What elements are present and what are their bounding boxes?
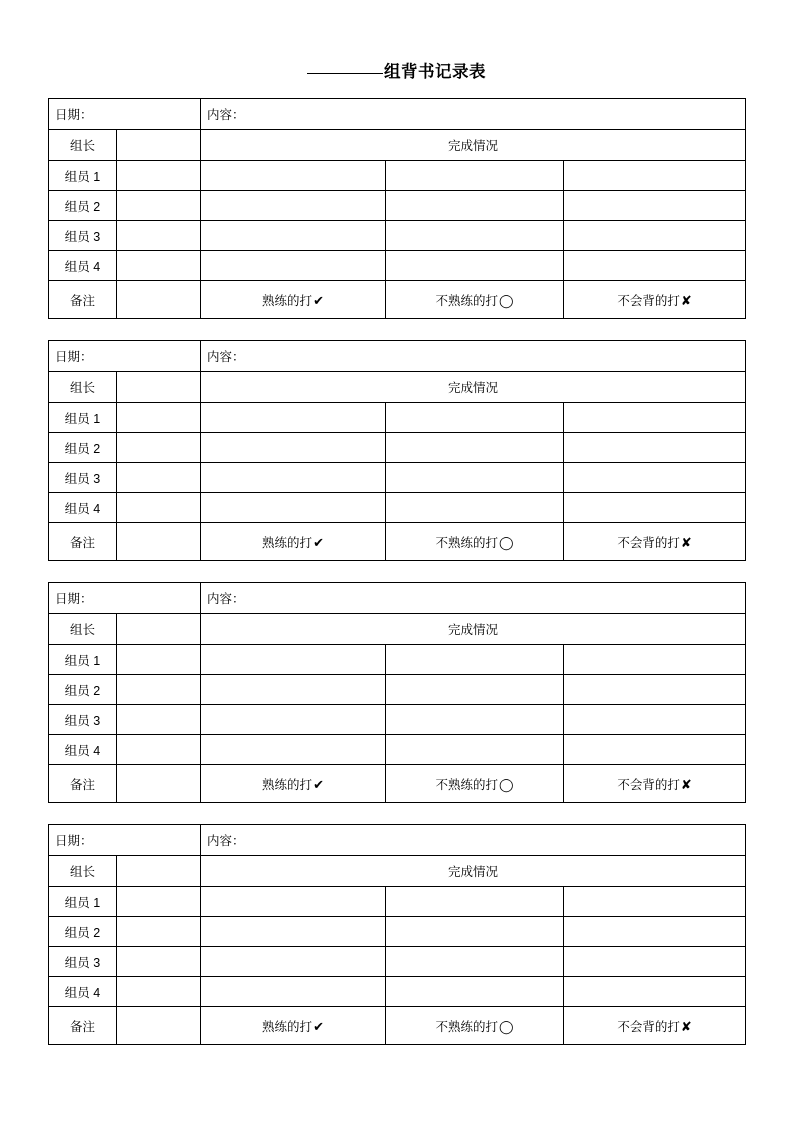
member-4-label: 组员 4 <box>49 493 117 523</box>
legend-fluent <box>201 281 386 319</box>
circle-icon: ◯ <box>498 1018 514 1034</box>
member-4-col-1[interactable] <box>201 735 386 765</box>
leader-value-cell[interactable] <box>117 130 201 161</box>
content-label-cell: 内容： <box>201 583 746 614</box>
member-2-col-1[interactable] <box>201 675 386 705</box>
check-icon: ✔ <box>313 292 324 308</box>
member-4-name-cell[interactable] <box>117 735 201 765</box>
legend-not-fluent-text: 不熟练的打 <box>435 293 498 308</box>
member-2-name-cell[interactable] <box>117 191 201 221</box>
table-row <box>49 372 746 403</box>
member-3-name-cell[interactable] <box>117 463 201 493</box>
date-label-cell: 日期： <box>49 825 201 856</box>
member-1-col-2[interactable] <box>386 645 564 675</box>
table-row <box>49 161 746 191</box>
member-2-col-3[interactable] <box>564 191 746 221</box>
member-3-col-1[interactable] <box>201 221 386 251</box>
member-1-col-3[interactable] <box>564 887 746 917</box>
member-1-col-3[interactable] <box>564 403 746 433</box>
record-table-2 <box>48 340 746 561</box>
member-1-name-cell[interactable] <box>117 403 201 433</box>
legend-fluent <box>201 1007 386 1045</box>
member-1-name-cell[interactable] <box>117 887 201 917</box>
content-label-cell: 内容： <box>201 341 746 372</box>
member-2-col-2[interactable] <box>386 191 564 221</box>
member-4-col-3[interactable] <box>564 977 746 1007</box>
member-4-col-2[interactable] <box>386 735 564 765</box>
note-value-cell[interactable] <box>117 765 201 803</box>
note-label: 备注 <box>49 523 117 561</box>
completion-header: 完成情况 <box>201 856 746 887</box>
member-1-col-3[interactable] <box>564 645 746 675</box>
member-3-col-3[interactable] <box>564 947 746 977</box>
member-4-name-cell[interactable] <box>117 251 201 281</box>
legend-fluent <box>201 765 386 803</box>
note-label: 备注 <box>49 1007 117 1045</box>
legend-not-fluent <box>386 1007 564 1045</box>
legend-fluent-text: 熟练的打 <box>262 535 313 550</box>
circle-icon: ◯ <box>498 776 514 792</box>
member-2-label: 组员 2 <box>49 191 117 221</box>
legend-not-fluent <box>386 523 564 561</box>
table-row <box>49 463 746 493</box>
completion-header: 完成情况 <box>201 130 746 161</box>
member-4-col-1[interactable] <box>201 493 386 523</box>
leader-label: 组长 <box>49 130 117 161</box>
table-row <box>49 765 746 803</box>
note-value-cell[interactable] <box>117 1007 201 1045</box>
member-1-name-cell[interactable] <box>117 161 201 191</box>
cross-icon: ✘ <box>680 776 692 792</box>
member-4-col-3[interactable] <box>564 251 746 281</box>
member-2-label: 组员 2 <box>49 433 117 463</box>
table-row <box>49 341 746 372</box>
member-4-label: 组员 4 <box>49 735 117 765</box>
legend-fluent <box>201 523 386 561</box>
legend-cannot-text: 不会背的打 <box>617 293 680 308</box>
member-3-col-2[interactable] <box>386 947 564 977</box>
legend-cannot <box>564 523 746 561</box>
member-3-col-2[interactable] <box>386 221 564 251</box>
legend-cannot <box>564 281 746 319</box>
circle-icon: ◯ <box>498 534 514 550</box>
member-3-label: 组员 3 <box>49 947 117 977</box>
table-row <box>49 191 746 221</box>
completion-header: 完成情况 <box>201 372 746 403</box>
member-4-label: 组员 4 <box>49 977 117 1007</box>
member-3-col-3[interactable] <box>564 221 746 251</box>
member-2-col-1[interactable] <box>201 191 386 221</box>
member-2-name-cell[interactable] <box>117 917 201 947</box>
member-3-label: 组员 3 <box>49 705 117 735</box>
table-row <box>49 403 746 433</box>
record-table-1 <box>48 98 746 319</box>
content-label-cell: 内容： <box>201 99 746 130</box>
member-3-col-2[interactable] <box>386 705 564 735</box>
table-row <box>49 705 746 735</box>
table-row <box>49 583 746 614</box>
member-2-col-2[interactable] <box>386 433 564 463</box>
table-row <box>49 645 746 675</box>
member-2-col-2[interactable] <box>386 917 564 947</box>
legend-cannot-text: 不会背的打 <box>617 777 680 792</box>
member-1-name-cell[interactable] <box>117 645 201 675</box>
date-label-cell: 日期： <box>49 99 201 130</box>
content-label-cell: 内容： <box>201 825 746 856</box>
member-4-col-2[interactable] <box>386 977 564 1007</box>
table-row <box>49 221 746 251</box>
member-1-col-1[interactable] <box>201 645 386 675</box>
table-row <box>49 825 746 856</box>
member-1-col-1[interactable] <box>201 161 386 191</box>
table-row <box>49 493 746 523</box>
table-row <box>49 99 746 130</box>
table-row <box>49 251 746 281</box>
legend-not-fluent-text: 不熟练的打 <box>435 535 498 550</box>
member-2-col-3[interactable] <box>564 433 746 463</box>
member-4-col-1[interactable] <box>201 251 386 281</box>
cross-icon: ✘ <box>680 292 692 308</box>
leader-value-cell[interactable] <box>117 856 201 887</box>
table-row <box>49 887 746 917</box>
member-2-label: 组员 2 <box>49 917 117 947</box>
legend-cannot-text: 不会背的打 <box>617 1019 680 1034</box>
legend-not-fluent-text: 不熟练的打 <box>435 777 498 792</box>
member-3-col-2[interactable] <box>386 463 564 493</box>
completion-header: 完成情况 <box>201 614 746 645</box>
member-1-label: 组员 1 <box>49 403 117 433</box>
check-icon: ✔ <box>313 1018 324 1034</box>
page-title <box>48 58 745 82</box>
leader-value-cell[interactable] <box>117 614 201 645</box>
check-icon: ✔ <box>313 776 324 792</box>
record-table-3 <box>48 582 746 803</box>
member-2-name-cell[interactable] <box>117 675 201 705</box>
date-label-cell: 日期： <box>49 583 201 614</box>
legend-not-fluent <box>386 281 564 319</box>
note-value-cell[interactable] <box>117 523 201 561</box>
member-4-col-2[interactable] <box>386 493 564 523</box>
note-label: 备注 <box>49 281 117 319</box>
member-4-label: 组员 4 <box>49 251 117 281</box>
member-1-col-2[interactable] <box>386 161 564 191</box>
check-icon: ✔ <box>313 534 324 550</box>
member-4-col-1[interactable] <box>201 977 386 1007</box>
table-row <box>49 433 746 463</box>
member-3-name-cell[interactable] <box>117 705 201 735</box>
leader-value-cell[interactable] <box>117 372 201 403</box>
note-label: 备注 <box>49 765 117 803</box>
legend-fluent-text: 熟练的打 <box>262 777 313 792</box>
member-1-col-2[interactable] <box>386 887 564 917</box>
table-row <box>49 1007 746 1045</box>
member-4-name-cell[interactable] <box>117 493 201 523</box>
table-row <box>49 977 746 1007</box>
member-3-col-1[interactable] <box>201 705 386 735</box>
member-1-col-3[interactable] <box>564 161 746 191</box>
title-blank-line <box>307 72 383 74</box>
member-4-name-cell[interactable] <box>117 977 201 1007</box>
legend-cannot-text: 不会背的打 <box>617 535 680 550</box>
table-row <box>49 856 746 887</box>
member-1-col-2[interactable] <box>386 403 564 433</box>
leader-label: 组长 <box>49 372 117 403</box>
member-3-name-cell[interactable] <box>117 221 201 251</box>
member-2-col-3[interactable] <box>564 675 746 705</box>
member-3-name-cell[interactable] <box>117 947 201 977</box>
leader-label: 组长 <box>49 856 117 887</box>
member-2-col-2[interactable] <box>386 675 564 705</box>
member-2-col-3[interactable] <box>564 917 746 947</box>
cross-icon: ✘ <box>680 534 692 550</box>
member-4-col-3[interactable] <box>564 493 746 523</box>
leader-label: 组长 <box>49 614 117 645</box>
table-row <box>49 735 746 765</box>
member-4-col-2[interactable] <box>386 251 564 281</box>
member-1-col-1[interactable] <box>201 887 386 917</box>
member-3-col-3[interactable] <box>564 463 746 493</box>
table-row <box>49 523 746 561</box>
legend-not-fluent-text: 不熟练的打 <box>435 1019 498 1034</box>
legend-cannot <box>564 765 746 803</box>
table-row <box>49 130 746 161</box>
table-row <box>49 614 746 645</box>
legend-fluent-text: 熟练的打 <box>262 293 313 308</box>
member-2-col-1[interactable] <box>201 917 386 947</box>
member-3-col-1[interactable] <box>201 947 386 977</box>
member-3-col-3[interactable] <box>564 705 746 735</box>
legend-fluent-text: 熟练的打 <box>262 1019 313 1034</box>
member-1-col-1[interactable] <box>201 403 386 433</box>
member-1-label: 组员 1 <box>49 161 117 191</box>
note-value-cell[interactable] <box>117 281 201 319</box>
page-title-text: 组背书记录表 <box>384 63 486 81</box>
member-3-label: 组员 3 <box>49 221 117 251</box>
legend-cannot <box>564 1007 746 1045</box>
table-row <box>49 281 746 319</box>
member-2-label: 组员 2 <box>49 675 117 705</box>
member-2-name-cell[interactable] <box>117 433 201 463</box>
table-row <box>49 917 746 947</box>
legend-not-fluent <box>386 765 564 803</box>
member-1-label: 组员 1 <box>49 887 117 917</box>
cross-icon: ✘ <box>680 1018 692 1034</box>
circle-icon: ◯ <box>498 292 514 308</box>
table-row <box>49 675 746 705</box>
table-row <box>49 947 746 977</box>
member-2-col-1[interactable] <box>201 433 386 463</box>
date-label-cell: 日期： <box>49 341 201 372</box>
member-4-col-3[interactable] <box>564 735 746 765</box>
record-table-4 <box>48 824 746 1045</box>
member-1-label: 组员 1 <box>49 645 117 675</box>
member-3-col-1[interactable] <box>201 463 386 493</box>
member-3-label: 组员 3 <box>49 463 117 493</box>
